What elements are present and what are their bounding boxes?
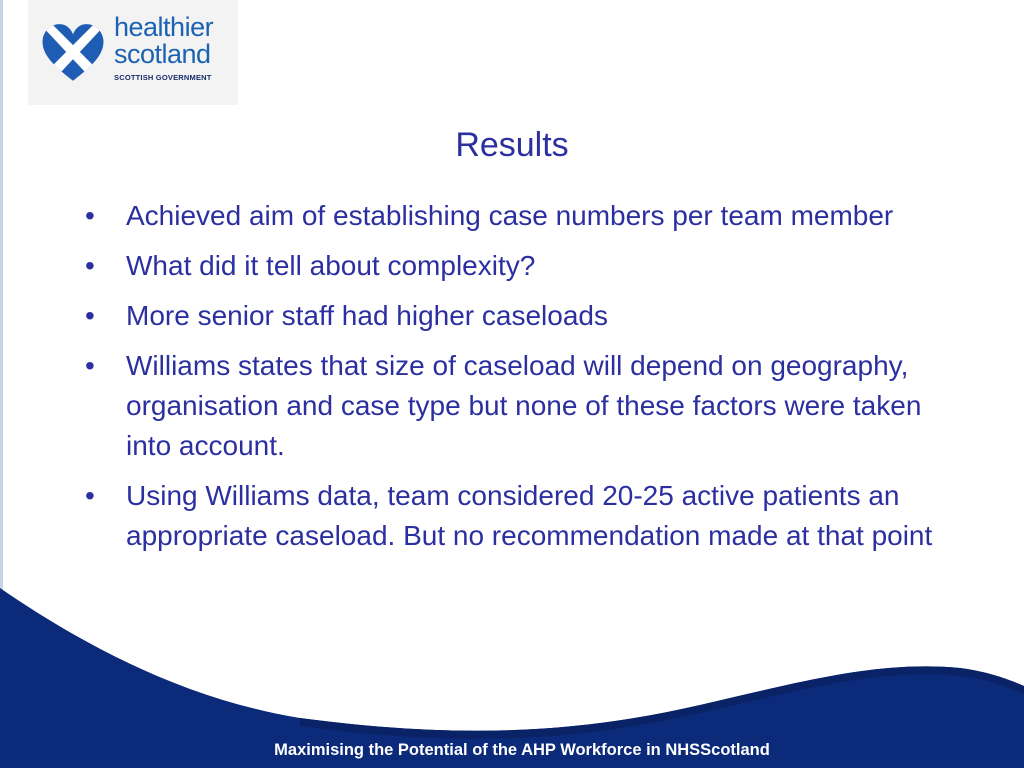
logo-wordmark-healthier: healthier [114,12,214,42]
bullet-text: Williams states that size of caseload will depend on geography, organisation and case type but none of these factors were taken into account. [126,350,922,461]
bullet-icon: • [85,300,95,331]
bullet-text: What did it tell about complexity? [126,250,536,281]
bullet-text: Achieved aim of establishing case numbers per team member [126,200,894,231]
bullet-text: Using Williams data, team considered 20-25 active patients an appropriate caseload. But no recommendation made at that point [126,480,933,551]
logo-subtitle: SCOTTISH GOVERNMENT [114,73,212,82]
logo-wordmark-scotland: scotland [114,39,211,69]
slide-title: Results [455,126,569,164]
bullet-icon: • [85,350,95,381]
bullet-icon: • [85,200,95,231]
bullet-text: More senior staff had higher caseloads [126,300,608,331]
bullet-icon: • [85,480,95,511]
bullet-icon: • [85,250,95,281]
footer-text: Maximising the Potential of the AHP Workforce in NHSScotland [274,741,770,759]
